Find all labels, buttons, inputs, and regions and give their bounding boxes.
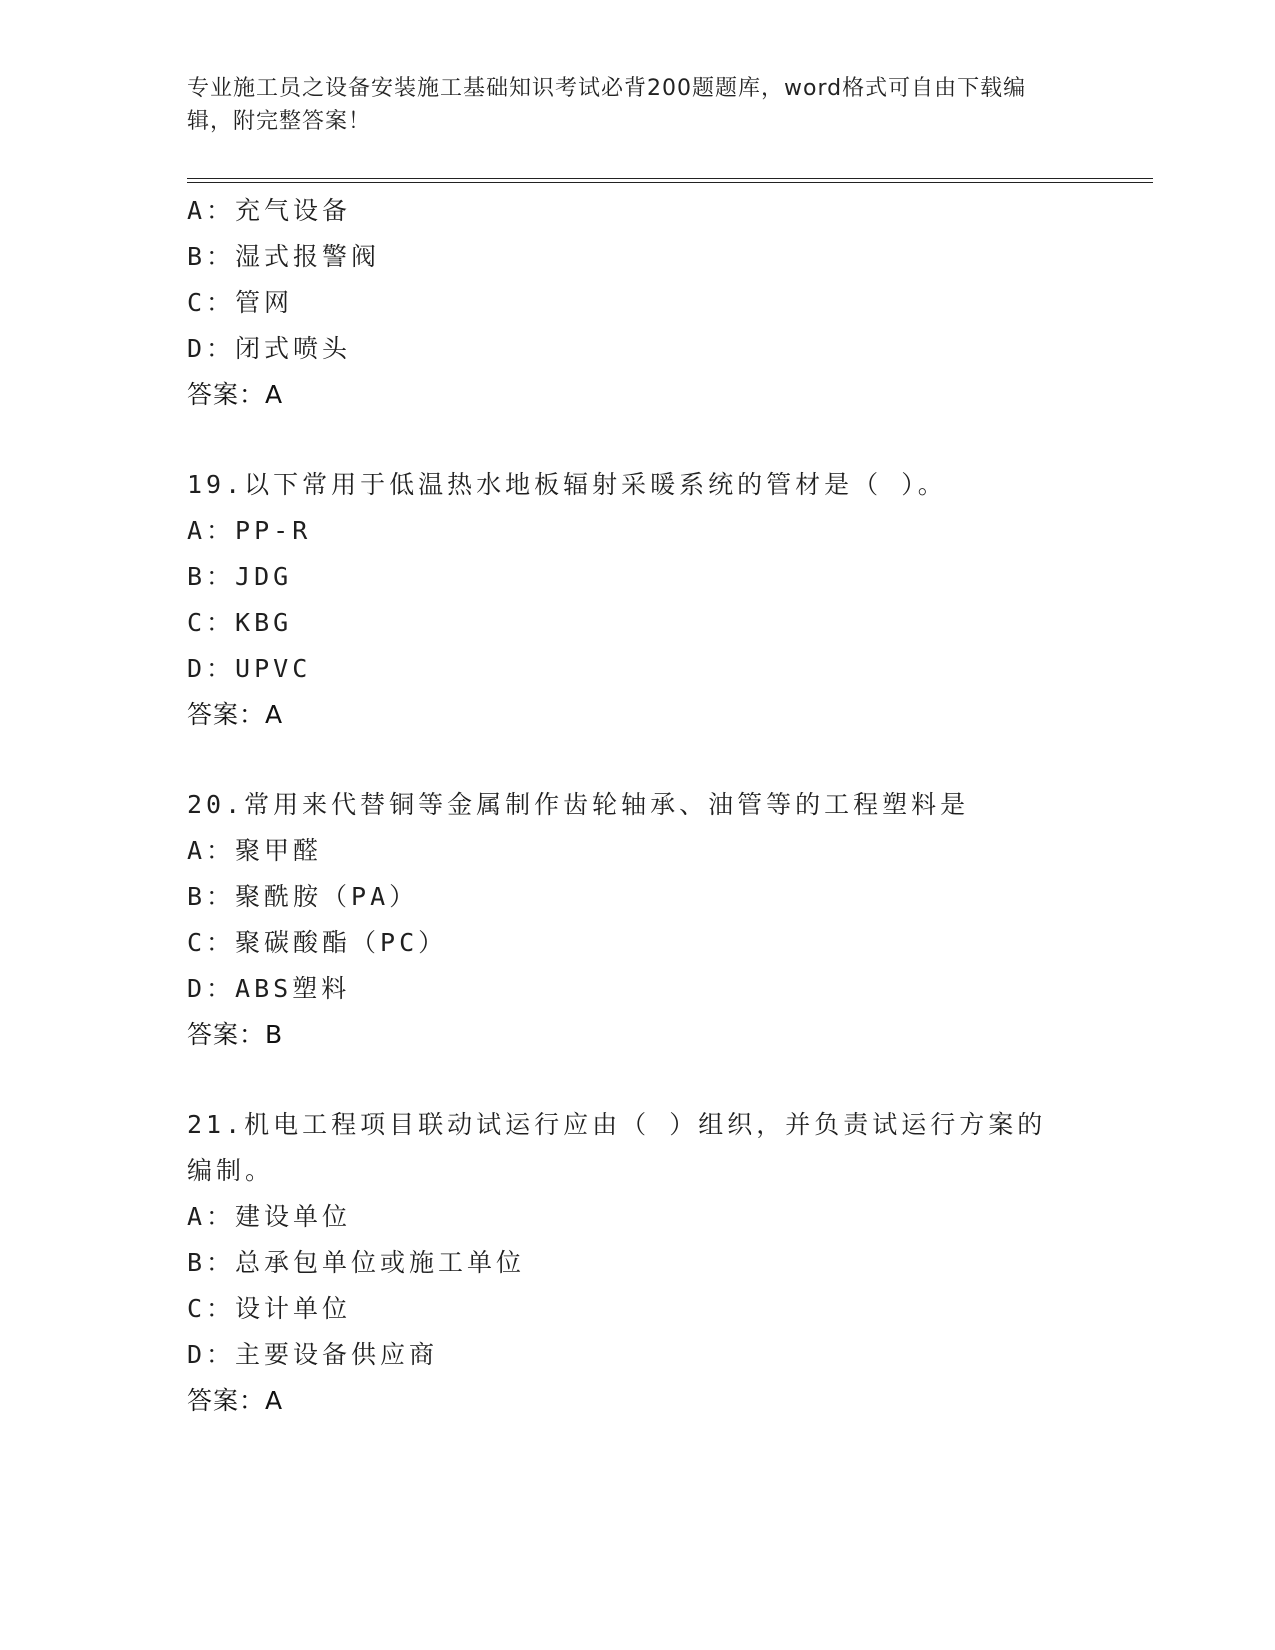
question-text: 20.常用来代替铜等金属制作齿轮轴承、油管等的工程塑料是 (187, 790, 970, 819)
spacer (187, 418, 1147, 462)
option-d: D：主要设备供应商 (187, 1340, 439, 1369)
option-a: A：建设单位 (187, 1202, 352, 1231)
option-d: D：闭式喷头 (187, 334, 352, 363)
question-block-19 (187, 462, 1147, 738)
option-a: A：充气设备 (187, 196, 352, 225)
document-header: 专业施工员之设备安装施工基础知识考试必背200题题库，word格式可自由下载编辑，附完整答案！ (187, 76, 1027, 134)
option-c: C：聚碳酸酯（PC） (187, 928, 448, 957)
question-block-21 (187, 1102, 1147, 1424)
answer-line: 答案：A (187, 700, 284, 729)
option-b: B：总承包单位或施工单位 (187, 1248, 526, 1277)
question-text: 19.以下常用于低温热水地板辐射采暖系统的管材是（ ）。 (187, 470, 947, 499)
spacer (187, 1058, 1147, 1102)
question-block-18 (187, 188, 1147, 418)
answer-line: 答案：A (187, 380, 284, 409)
option-d: D：UPVC (187, 654, 312, 683)
spacer (187, 738, 1147, 782)
option-a: A：PP-R (187, 516, 312, 545)
document-body (187, 188, 1147, 1424)
question-text: 21.机电工程项目联动试运行应由（ ）组织，并负责试运行方案的编制。 (187, 1110, 1047, 1185)
option-b: B：聚酰胺（PA） (187, 882, 419, 911)
header-divider (187, 178, 1153, 183)
option-a: A：聚甲醛 (187, 836, 323, 865)
option-c: C：设计单位 (187, 1294, 352, 1323)
option-c: C：管网 (187, 288, 294, 317)
option-b: B：湿式报警阀 (187, 242, 381, 271)
answer-line: 答案：A (187, 1386, 284, 1415)
option-d: D：ABS塑料 (187, 974, 351, 1003)
answer-line: 答案：B (187, 1020, 284, 1049)
question-block-20 (187, 782, 1147, 1058)
option-c: C：KBG (187, 608, 293, 637)
option-b: B：JDG (187, 562, 293, 591)
